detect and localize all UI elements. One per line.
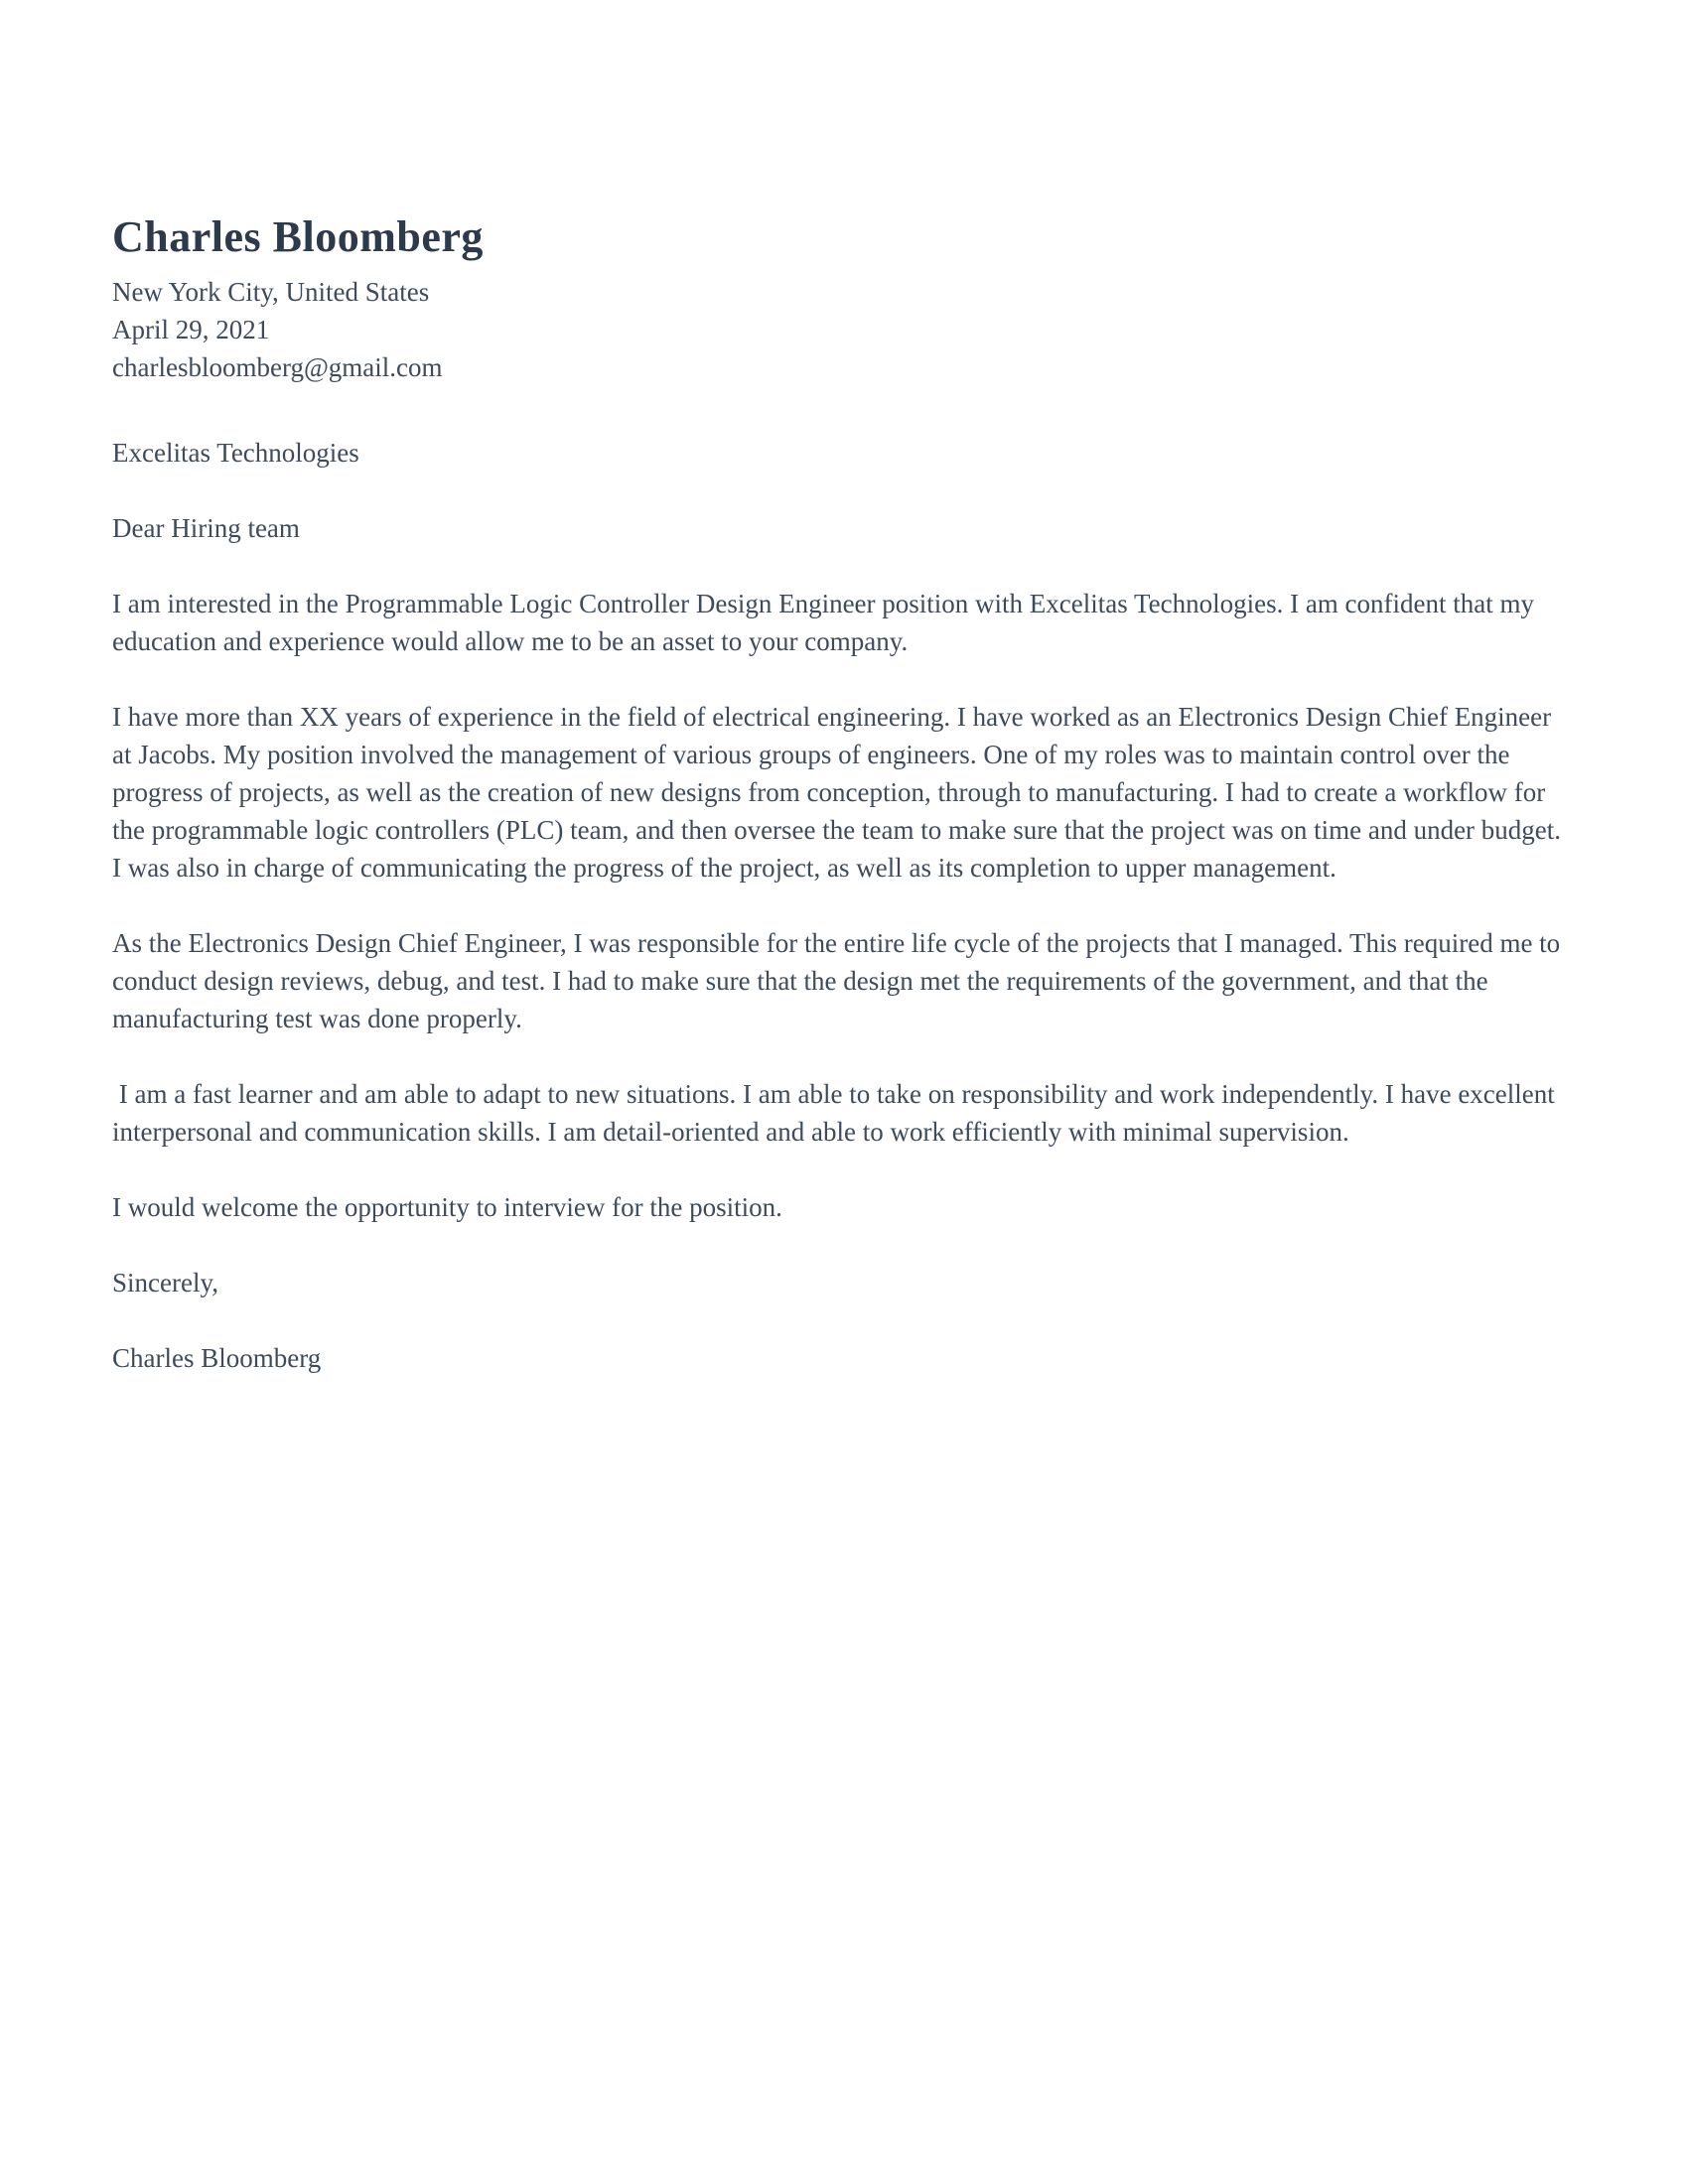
- sender-email: charlesbloomberg@gmail.com: [112, 352, 443, 382]
- cover-letter: [112, 210, 1576, 1377]
- paragraph-intro: I am interested in the Programmable Logic Controller Design Engineer position with Excelitas Technologies. I am confident that my education and experience would allow me to be an asset to your company.: [112, 589, 1541, 656]
- paragraph-responsibilities: As the Electronics Design Chief Engineer, I was responsible for the entire life cycle of the projects that I managed. This required me to conduct design reviews, debug, and test. I had to make sure that the design met the requirements of the government, and that the manufacturing test was done properly.: [112, 928, 1567, 1033]
- letter-date: April 29, 2021: [112, 315, 270, 344]
- sender-name: Charles Bloomberg: [112, 212, 484, 261]
- salutation-block: [112, 509, 1576, 547]
- salutation: Dear Hiring team: [112, 513, 300, 543]
- paragraph-skills: I am a fast learner and am able to adapt to new situations. I am able to take on responsibility and work independently. I have excellent interpersonal and communication skills. I am detail-oriented and able to work efficiently with minimal supervision.: [112, 1079, 1562, 1147]
- paragraph-experience: I have more than XX years of experience in the field of electrical engineering. I have worked as an Electronics Design Chief Engineer at Jacobs. My position involved the management of various groups of engineers. One of my roles was to maintain control over the progress of projects, as well as the creation of new designs from conception, through to manufacturing. I had to create a workflow for the programmable logic controllers (PLC) team, and then oversee the team to make sure that the project was on time and under budget. I was also in charge of communicating the progress of the project, as well as its completion to upper management.: [112, 702, 1568, 883]
- recipient-block: [112, 434, 1576, 472]
- paragraph-interview-request: I would welcome the opportunity to interview for the position.: [112, 1192, 782, 1222]
- sender-location: New York City, United States: [112, 277, 430, 307]
- valediction: Sincerely,: [112, 1268, 218, 1297]
- signature-name: Charles Bloomberg: [112, 1343, 322, 1373]
- sender-contact-block: [112, 273, 1576, 386]
- recipient-company: Excelitas Technologies: [112, 438, 359, 468]
